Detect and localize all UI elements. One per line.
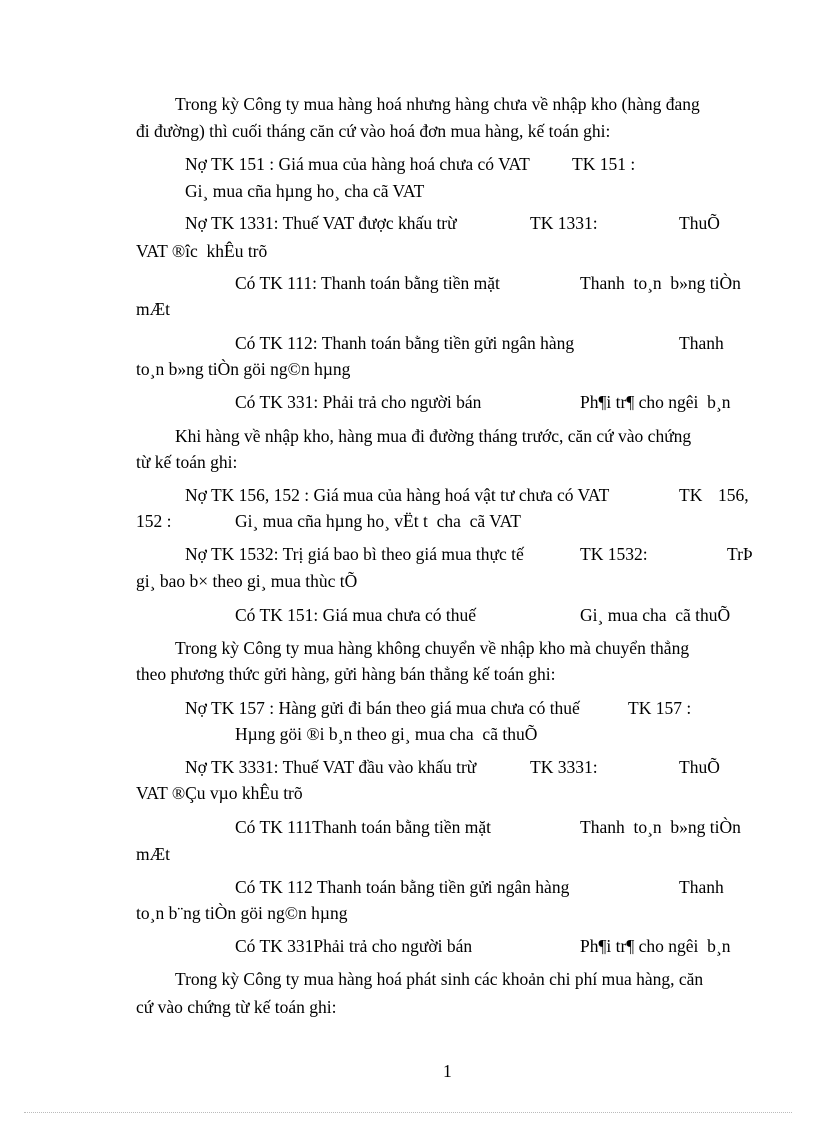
entry-9-garbled: Hµng göi ®i b¸n theo gi¸ mua cha cã thuÕ <box>235 724 538 744</box>
paragraph-3-line-1: Trong kỳ Công ty mua hàng không chuyển về nhập kho mà chuyển thẳng <box>175 638 690 658</box>
entry-7-account: TK 1532: <box>580 544 648 564</box>
page-bottom-border <box>24 1112 792 1113</box>
entry-6-garbled: Gi¸ mua cña hµng ho¸ vËt t cha cã VAT <box>235 511 521 531</box>
entry-6-debit: Nợ TK 156, 152 : Giá mua của hàng hoá vật tư chưa có VAT <box>185 485 610 505</box>
entry-5-garbled: Ph¶i tr¶ cho ngêi b¸n <box>580 392 731 412</box>
entry-2-account: TK 1331: <box>530 213 598 233</box>
entry-6-account-number-2: 152 : <box>136 511 172 531</box>
entry-10-garbled-b: VAT ®Çu vµo khÊu trõ <box>136 783 303 803</box>
entry-1-garbled: Gi¸ mua cña hµng ho¸ cha cã VAT <box>185 181 425 201</box>
entry-10-garbled-a: ThuÕ <box>679 757 720 777</box>
entry-11-credit: Có TK 111Thanh toán bằng tiền mặt <box>235 817 491 837</box>
paragraph-4-line-2: cứ vào chứng từ kế toán ghi: <box>136 997 337 1017</box>
entry-8-garbled: Gi¸ mua cha cã thuÕ <box>580 605 731 625</box>
entry-6-account: TK <box>679 485 703 505</box>
entry-11-garbled-a: Thanh to¸n b»ng tiÒn <box>580 817 741 837</box>
entry-10-debit: Nợ TK 3331: Thuế VAT đầu vào khấu trừ <box>185 757 477 777</box>
page-number: 1 <box>443 1061 452 1081</box>
entry-9-debit: Nợ TK 157 : Hàng gửi đi bán theo giá mua chưa có thuế <box>185 698 580 718</box>
entry-11-garbled-b: mÆt <box>136 844 171 864</box>
entry-2-debit: Nợ TK 1331: Thuế VAT được khấu trừ <box>185 213 457 233</box>
entry-4-credit: Có TK 112: Thanh toán bằng tiền gửi ngân hàng <box>235 333 575 353</box>
entry-12-garbled-a: Thanh <box>679 877 724 897</box>
entry-3-garbled-a: Thanh to¸n b»ng tiÒn <box>580 273 741 293</box>
entry-4-garbled-a: Thanh <box>679 333 724 353</box>
entry-1-debit: Nợ TK 151 : Giá mua của hàng hoá chưa có VAT <box>185 154 530 174</box>
entry-13-garbled: Ph¶i tr¶ cho ngêi b¸n <box>580 936 731 956</box>
paragraph-4-line-1: Trong kỳ Công ty mua hàng hoá phát sinh các khoản chi phí mua hàng, căn <box>175 969 704 989</box>
entry-3-credit: Có TK 111: Thanh toán bằng tiền mặt <box>235 273 500 293</box>
paragraph-1-line-1: Trong kỳ Công ty mua hàng hoá nhưng hàng chưa về nhập kho (hàng đang <box>175 94 700 114</box>
paragraph-1-line-2: đi đường) thì cuối tháng căn cứ vào hoá đơn mua hàng, kế toán ghi: <box>136 121 611 141</box>
entry-2-garbled-b: VAT ®îc khÊu trõ <box>136 241 268 261</box>
entry-3-garbled-b: mÆt <box>136 299 171 319</box>
entry-8-credit: Có TK 151: Giá mua chưa có thuế <box>235 605 476 625</box>
entry-12-credit: Có TK 112 Thanh toán bằng tiền gửi ngân hàng <box>235 877 570 897</box>
paragraph-2-line-2: từ kế toán ghi: <box>136 452 238 472</box>
entry-7-garbled-a: TrÞ <box>727 544 753 564</box>
paragraph-2-line-1: Khi hàng về nhập kho, hàng mua đi đường tháng trước, căn cứ vào chứng <box>175 426 692 446</box>
entry-13-credit: Có TK 331Phải trả cho người bán <box>235 936 473 956</box>
entry-6-account-number: 156, <box>718 485 749 505</box>
entry-9-account: TK 157 : <box>628 698 692 718</box>
entry-12-garbled-b: to¸n b¨ng tiÒn göi ng©n hµng <box>136 903 348 923</box>
paragraph-3-line-2: theo phương thức gửi hàng, gửi hàng bán thẳng kế toán ghi: <box>136 664 556 684</box>
entry-7-garbled-b: gi¸ bao b× theo gi¸ mua thùc tÕ <box>136 571 358 591</box>
entry-1-account: TK 151 : <box>572 154 636 174</box>
entry-2-garbled-a: ThuÕ <box>679 213 720 233</box>
entry-5-credit: Có TK 331: Phải trả cho người bán <box>235 392 482 412</box>
entry-4-garbled-b: to¸n b»ng tiÒn göi ng©n hµng <box>136 359 351 379</box>
entry-10-account: TK 3331: <box>530 757 598 777</box>
entry-7-debit: Nợ TK 1532: Trị giá bao bì theo giá mua thực tế <box>185 544 524 564</box>
